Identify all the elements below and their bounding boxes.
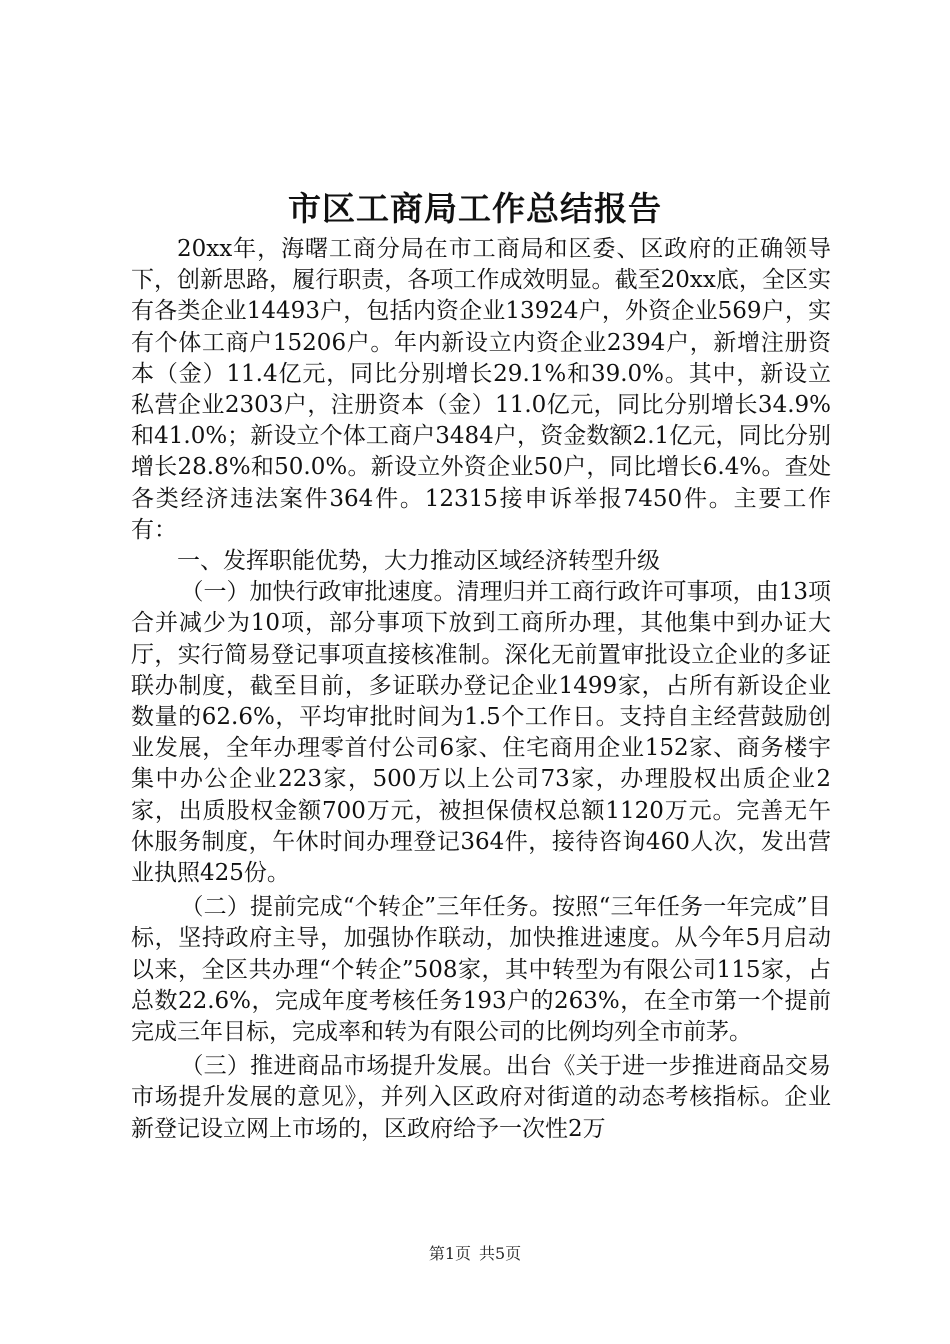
section-heading: 一、发挥职能优势，大力推动区域经济转型升级 [177,548,660,575]
subsection-paragraph-3: （三）推进商品市场提升发展。出台《关于进一步推进商品交易市场提升发展的意见》，并列入区政府对街道的动态考核指标。企业新登记设立网上市场的，区政府给予一次性2万 [131,1053,831,1142]
document-body [131,234,831,1145]
intro-paragraph: 20xx年，海曙工商分局在市工商局和区委、区政府的正确领导下，创新思路，履行职责，各项工作成效明显。截至20xx底，全区实有各类企业14493户，包括内资企业13924户，外资企业569户，实有个体工商户15206户。年内新设立内资企业2394户，新增注册资本（金）11.4亿元，同比分别增长29.1%和39.0%。其中，新设立私营企业2303户，注册资本（金）11.0亿元，同比分别增长34.9%和41.0%；新设立个体工商户3484户，资金数额2.1亿元，同比分别增长28.8%和50.0%。新设立外资企业50户，同比增长6.4%。查处各类经济违法案件364件。12315接申诉举报7450件。主要工作有： [131,236,831,543]
page-total: 共5页 [479,1244,522,1263]
page-footer [0,1243,950,1265]
subsection-paragraph-1: （一）加快行政审批速度。清理归并工商行政许可事项，由13项合并减少为10项，部分事项下放到工商所办理，其他集中到办证大厅，实行简易登记事项直接核准制。深化无前置审批设立企业的多证联办制度，截至目前，多证联办登记企业1499家，占所有新设企业数量的62.6%，平均审批时间为1.5个工作日。支持自主经营鼓励创业发展，全年办理零首付公司6家、住宅商用企业152家、商务楼宇集中办公企业223家，500万以上公司73家，办理股权出质企业2家，出质股权金额700万元，被担保债权总额1120万元。完善无午休服务制度，午休时间办理登记364件，接待咨询460人次，发出营业执照425份。 [131,579,831,887]
document-title: 市区工商局工作总结报告 [288,189,662,228]
subsection-paragraph-2: （二）提前完成“个转企”三年任务。按照“三年任务一年完成”目标，坚持政府主导，加强协作联动，加快推进速度。从今年5月启动以来，全区共办理“个转企”508家，其中转型为有限公司115家，占总数22.6%，完成年度考核任务193户的263%，在全市第一个提前完成三年目标，完成率和转为有限公司的比例均列全市前茅。 [131,894,831,1046]
page-number: 第1页 [428,1244,471,1263]
